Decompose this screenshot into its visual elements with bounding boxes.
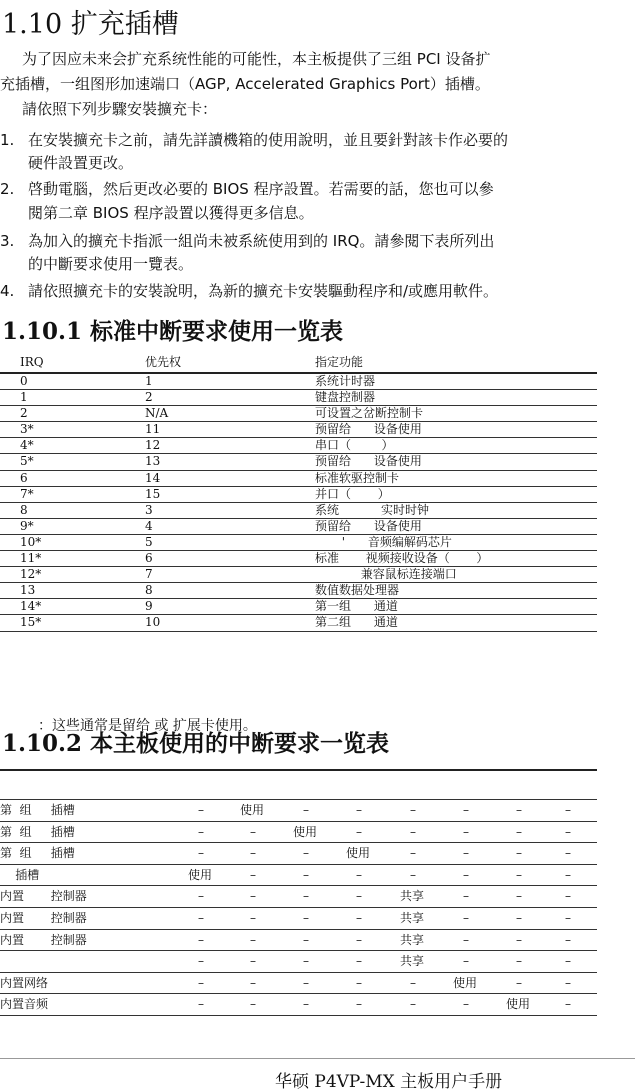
function-cell: 键盘控制器	[315, 390, 376, 405]
device-name-cell: 内置 控制器	[0, 910, 87, 925]
usage-cell: 共享	[400, 932, 425, 947]
table-header	[0, 355, 597, 374]
step-number: 2.	[0, 180, 15, 198]
usage-table	[0, 769, 597, 1016]
step-text-cont: 閱第二章 BIOS 程序設置以獲得更多信息。	[28, 204, 314, 222]
usage-cell: –	[463, 803, 469, 817]
table-row	[0, 843, 597, 865]
table-row	[0, 973, 597, 995]
intro-line2: 充插槽，一组图形加速端口（AGP, Accelerated Graphics Port）插槽。	[0, 75, 490, 93]
usage-cell: –	[303, 975, 309, 990]
usage-cell: –	[516, 910, 522, 925]
irq-cell: 4*	[20, 438, 34, 453]
steps-intro: 請依照下列步驟安裝擴充卡：	[22, 100, 218, 118]
usage-cell: –	[410, 997, 416, 1012]
table-row	[0, 994, 597, 1016]
usage-cell: –	[516, 954, 522, 969]
usage-cell: –	[303, 867, 309, 882]
device-name-cell: 内置 控制器	[0, 889, 87, 904]
irq-cell: 1	[20, 390, 28, 405]
table-row	[0, 503, 597, 519]
usage-cell: –	[410, 824, 416, 839]
priority-cell: 9	[145, 599, 153, 614]
usage-cell: –	[356, 824, 362, 839]
usage-cell: –	[198, 846, 204, 861]
function-cell: 系统 实时时钟	[315, 502, 429, 517]
device-name-cell: 插槽	[0, 867, 40, 882]
usage-cell: –	[463, 867, 469, 882]
section-title-irq: 1.10.1 标准中断要求使用一览表	[2, 318, 344, 345]
table-row	[0, 951, 597, 973]
priority-cell: 8	[145, 583, 153, 598]
table-row	[0, 438, 597, 454]
function-cell: 系统计时器	[315, 374, 376, 388]
irq-cell: 10*	[20, 534, 42, 549]
irq-cell: 13	[20, 583, 36, 598]
usage-cell: –	[516, 889, 522, 904]
table-row	[0, 551, 597, 567]
step-text-cont: 硬件設置更改。	[28, 154, 134, 172]
irq-cell: 6	[20, 470, 28, 485]
priority-cell: 7	[145, 567, 153, 582]
irq-cell: 11*	[20, 551, 42, 566]
device-name-cell: 内置网络	[0, 975, 49, 990]
step-text: 啓動電腦，然后更改必要的 BIOS 程序設置。若需要的話，您也可以參	[28, 180, 494, 198]
function-cell: ' 音频编解码芯片	[315, 534, 452, 549]
usage-cell: –	[198, 824, 204, 839]
priority-cell: 2	[145, 390, 153, 405]
usage-cell: –	[198, 910, 204, 925]
irq-cell: 2	[20, 406, 28, 421]
usage-cell: –	[516, 803, 522, 817]
usage-cell: –	[198, 889, 204, 904]
usage-cell: –	[303, 910, 309, 925]
table-row	[0, 567, 597, 583]
header-priority: 优先权	[145, 355, 182, 369]
usage-cell: 共享	[400, 954, 425, 969]
priority-cell: 4	[145, 518, 153, 533]
irq-table	[0, 355, 597, 632]
irq-cell: 9*	[20, 518, 34, 533]
step-4	[0, 279, 499, 304]
usage-cell: –	[198, 803, 204, 817]
usage-cell: 使用	[240, 803, 265, 817]
step-number: 3.	[0, 232, 15, 250]
header-irq: IRQ	[20, 355, 44, 369]
table-row	[0, 390, 597, 406]
usage-cell: –	[463, 824, 469, 839]
function-cell: 第二组 通道	[315, 615, 398, 630]
function-cell: 标准软驱控制卡	[315, 470, 400, 485]
usage-cell: 使用	[506, 997, 531, 1012]
usage-cell: –	[410, 846, 416, 861]
usage-cell: –	[250, 846, 256, 861]
usage-cell: –	[565, 975, 571, 990]
irq-cell: 3*	[20, 422, 34, 437]
device-name-cell: 第 组 插槽	[0, 824, 75, 839]
usage-cell: –	[516, 824, 522, 839]
function-cell: 预留给 设备使用	[315, 518, 422, 533]
table-row	[0, 886, 597, 908]
usage-cell: –	[303, 932, 309, 947]
table-row	[0, 519, 597, 535]
usage-cell: –	[410, 975, 416, 990]
usage-cell: –	[516, 932, 522, 947]
usage-cell: –	[250, 997, 256, 1012]
table-row	[0, 800, 597, 822]
irq-cell: 14*	[20, 599, 42, 614]
usage-cell: –	[356, 997, 362, 1012]
usage-cell: –	[463, 846, 469, 861]
table-row	[0, 406, 597, 422]
usage-cell: 使用	[453, 975, 478, 990]
table-row	[0, 471, 597, 487]
usage-cell: –	[356, 910, 362, 925]
usage-cell: –	[356, 803, 362, 817]
function-cell: 数值数据处理器	[315, 583, 400, 598]
priority-cell: N/A	[145, 406, 169, 421]
step-3	[0, 229, 495, 254]
priority-cell: 13	[145, 454, 161, 469]
usage-cell: –	[250, 910, 256, 925]
usage-cell: –	[250, 867, 256, 882]
usage-cell: –	[463, 910, 469, 925]
irq-cell: 7*	[20, 486, 34, 501]
usage-cell: –	[303, 954, 309, 969]
step-number: 1.	[0, 131, 15, 149]
table-row	[0, 930, 597, 952]
usage-cell: –	[463, 954, 469, 969]
function-cell: 串口（ ）	[315, 438, 394, 453]
priority-cell: 10	[145, 615, 161, 630]
usage-cell: –	[565, 932, 571, 947]
table-row	[0, 599, 597, 615]
usage-cell: 共享	[400, 889, 425, 904]
device-name-cell: 第 组 插槽	[0, 803, 75, 817]
usage-cell: –	[250, 975, 256, 990]
function-cell: 兼容鼠标连接端口	[315, 567, 457, 582]
function-cell: 可设置之岔断控制卡	[315, 406, 424, 421]
usage-cell: –	[565, 997, 571, 1012]
usage-cell: –	[356, 975, 362, 990]
header-function: 指定功能	[315, 355, 364, 369]
table-row	[0, 374, 597, 390]
priority-cell: 14	[145, 470, 161, 485]
usage-cell: –	[303, 803, 309, 817]
usage-cell: 使用	[188, 867, 213, 882]
priority-cell: 6	[145, 551, 153, 566]
usage-cell: –	[356, 889, 362, 904]
usage-cell: –	[198, 997, 204, 1012]
usage-cell: –	[303, 846, 309, 861]
irq-cell: 8	[20, 502, 28, 517]
usage-cell: –	[356, 954, 362, 969]
step-text: 為加入的擴充卡指派一組尚未被系統使用到的 IRQ。請參閱下表所列出	[28, 232, 495, 250]
irq-cell: 0	[20, 374, 28, 388]
step-1	[0, 128, 509, 153]
usage-cell: –	[410, 867, 416, 882]
usage-cell: –	[516, 846, 522, 861]
priority-cell: 11	[145, 422, 161, 437]
usage-cell: –	[463, 889, 469, 904]
usage-cell: –	[356, 932, 362, 947]
device-name-cell: 内置 控制器	[0, 932, 87, 947]
table-row	[0, 454, 597, 470]
table-row	[0, 535, 597, 551]
priority-cell: 3	[145, 502, 153, 517]
function-cell: 预留给 设备使用	[315, 422, 422, 437]
usage-cell: –	[356, 867, 362, 882]
usage-cell: –	[250, 954, 256, 969]
step-text: 請依照擴充卡的安裝說明，為新的擴充卡安裝驅動程序和/或應用軟件。	[28, 282, 499, 300]
step-number: 4.	[0, 282, 15, 300]
usage-cell: 使用	[346, 846, 371, 861]
table-row	[0, 865, 597, 887]
table-row	[0, 908, 597, 930]
step-text: 在安裝擴充卡之前，請先詳讀機箱的使用說明，並且要針對該卡作必要的	[28, 131, 509, 149]
function-cell: 第一组 通道	[315, 599, 398, 614]
usage-cell: –	[198, 932, 204, 947]
function-cell: 并口（ ）	[315, 486, 390, 501]
irq-footnote: ：这些通常是留给 或 扩展卡使用。	[38, 718, 257, 734]
table-row	[0, 615, 597, 631]
usage-cell: –	[565, 954, 571, 969]
irq-cell: 5*	[20, 454, 34, 469]
usage-cell: 使用	[293, 824, 318, 839]
usage-cell: –	[250, 932, 256, 947]
usage-cell: –	[303, 889, 309, 904]
usage-cell: –	[463, 997, 469, 1012]
priority-cell: 1	[145, 374, 153, 388]
priority-cell: 5	[145, 534, 153, 549]
footer-rule	[0, 1058, 635, 1059]
section-title-usage: 1.10.2 本主板使用的中断要求一览表	[2, 730, 390, 757]
usage-cell: –	[565, 889, 571, 904]
priority-cell: 12	[145, 438, 161, 453]
table-row	[0, 487, 597, 503]
usage-cell: –	[565, 867, 571, 882]
usage-cell: –	[516, 975, 522, 990]
table-row	[0, 583, 597, 599]
table-row	[0, 822, 597, 844]
usage-header-row	[0, 769, 597, 800]
intro-line1: 为了因应未来会扩充系统性能的可能性，本主板提供了三组 PCI 设备扩	[22, 50, 491, 68]
irq-cell: 15*	[20, 615, 42, 630]
usage-cell: –	[565, 803, 571, 817]
table-row	[0, 422, 597, 438]
usage-cell: –	[250, 824, 256, 839]
usage-cell: –	[565, 824, 571, 839]
usage-cell: 共享	[400, 910, 425, 925]
usage-cell: –	[565, 910, 571, 925]
usage-cell: –	[250, 889, 256, 904]
page-footer: 华硕 P4VP-MX 主板用户手册	[275, 1072, 503, 1092]
page-title: 1.10 扩充插槽	[2, 9, 179, 40]
usage-cell: –	[303, 997, 309, 1012]
step-text-cont: 的中斷要求使用一覽表。	[28, 255, 194, 273]
irq-cell: 12*	[20, 567, 42, 582]
usage-cell: –	[516, 867, 522, 882]
usage-cell: –	[198, 975, 204, 990]
usage-cell: –	[410, 803, 416, 817]
usage-cell: –	[565, 846, 571, 861]
device-name-cell: 第 组 插槽	[0, 846, 75, 861]
device-name-cell: 内置音频	[0, 997, 49, 1012]
priority-cell: 15	[145, 486, 161, 501]
function-cell: 标准 视频接收设备（ ）	[315, 551, 489, 566]
function-cell: 预留给 设备使用	[315, 454, 422, 469]
usage-cell: –	[198, 954, 204, 969]
usage-cell: –	[463, 932, 469, 947]
step-2	[0, 177, 494, 202]
